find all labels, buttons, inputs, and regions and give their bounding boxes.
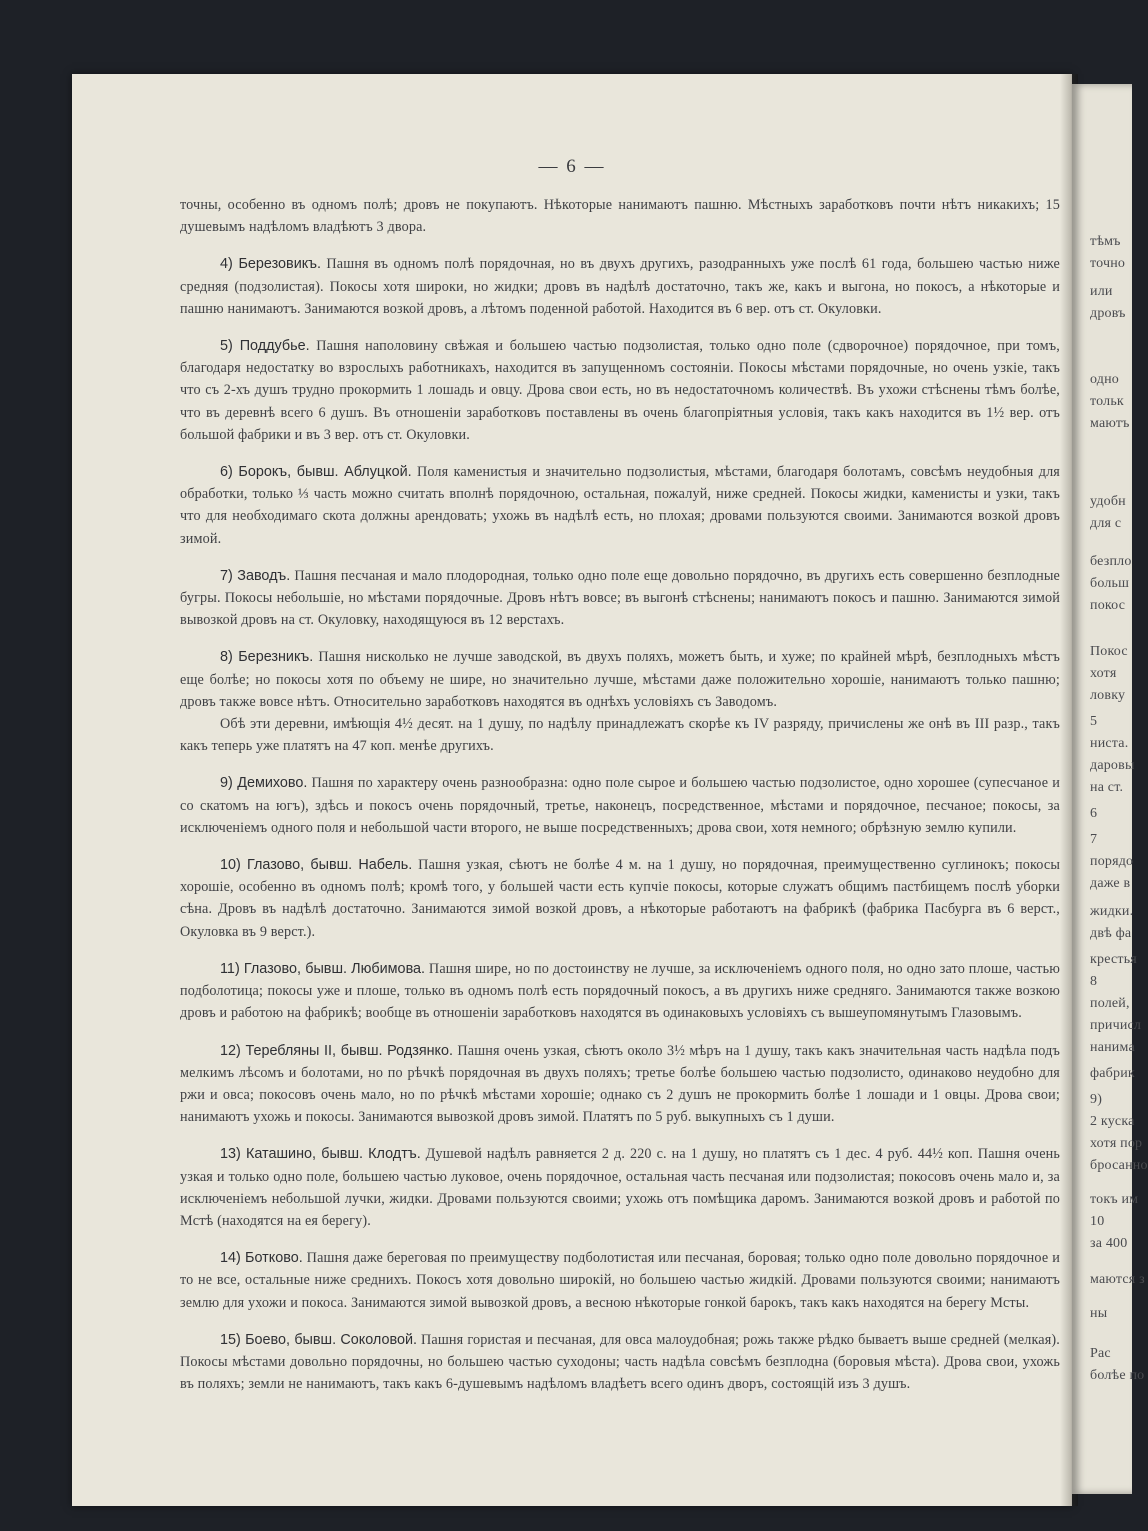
adjacent-page-text-fragment: даже в xyxy=(1090,876,1131,891)
adjacent-page-text-fragment: точно xyxy=(1090,256,1126,271)
entry-heading: 9) Демихово. xyxy=(220,775,308,792)
entry-heading: 4) Березовикъ. xyxy=(220,256,322,273)
entry-text: Душевой надѣлъ равняется 2 д. 220 с. на 1 душу, но платятъ съ 1 дес. 4 руб. 44½ коп. Пашня очень узкая и только одно поле, большею частью луковое, очень порядочное, остальная часть песчаная или подзолистая; покосовъ очень мало и, за исключеніемъ небольшой лучки, жидки. Дровами пользуются своими; ухожь отъ помѣщика даромъ. Занимаются возкой дровъ и работой по Мстѣ (находятся на ея берегу). xyxy=(180,1146,1060,1229)
entry-text: Пашня нисколько не лучше заводской, въ двухъ поляхъ, можетъ быть, и хуже; по крайней мѣрѣ, безплодныхъ мѣстъ еще болѣе; но покосы хотя по объему не шире, но значительно лучше, мѣстами даже положительно хорошіе, нанимаютъ только пашню; дровъ также вовсе нѣтъ. Относительно заработковъ находятся въ однѣхъ условіяхъ съ Заводомъ. xyxy=(180,649,1060,710)
entry-note: Обѣ эти деревни, имѣющія 4½ десят. на 1 душу, по надѣлу принадлежатъ скорѣе къ IV разряду, причислены же онѣ въ III разр., такъ какъ теперь уже платятъ на 47 коп. менѣе другихъ. xyxy=(180,716,1060,755)
adjacent-page-text-fragment: жидки. xyxy=(1090,904,1134,919)
adjacent-page-text-fragment: токъ им xyxy=(1090,1192,1139,1207)
entry-heading: 7) Заводъ. xyxy=(220,567,291,584)
entry-text: Поля каменистыя и значительно подзолистыя, мѣстами, благодаря болотамъ, совсѣмъ неудобныя для обработки, только ⅓ часть можно считать вполнѣ порядочною, остальная, пожалуй, ниже средней. Покосы жидки, каменисты и узки, такъ что для необходимаго скота должны арендовать; ухожь въ надѣлѣ есть, но плохая; дровами пользуются своими. Занимаются возкой дровъ зимой. xyxy=(180,464,1060,547)
adjacent-page-text-fragment: ны xyxy=(1090,1306,1108,1321)
entry-heading: 11) Глазово, бывш. Любимова. xyxy=(220,960,426,977)
entry-10-glazovo-nabel xyxy=(180,854,1060,943)
entry-heading: 12) Теребляны II, бывш. Родзянко. xyxy=(220,1042,454,1059)
adjacent-page-text-fragment: маютъ xyxy=(1090,416,1130,431)
entry-text: Пашня узкая, сѣютъ не болѣе 4 м. на 1 душу, но порядочная, преимущественно суглинокъ; покосы хорошіе, особенно въ одномъ полѣ; кромѣ того, у большей части есть купчіе покосы, которые служатъ общимъ пастбищемъ послѣ уборки сѣна. Дровъ въ надѣлѣ достаточно. Занимаются зимой возкой дровъ, а нѣкоторые работаютъ на фабрикѣ (фабрика Пасбурга въ 6 верст., Окуловка въ 9 верст.). xyxy=(180,857,1061,940)
adjacent-page-text-fragment: 7 xyxy=(1090,832,1098,847)
entry-text: Пашня песчаная и мало плодородная, только одно поле еще довольно порядочно, въ другихъ есть совершенно безплодные бугры. Покосы небольшіе, но мѣстами порядочные. Дровъ нѣтъ вовсе; въ выгонѣ стѣснены; нанимаютъ покосъ и пашню. Занимаются зимой вывозкой дровъ на ст. Окуловку, находящуюся въ 12 верстахъ. xyxy=(180,567,1061,629)
adjacent-page-text-fragment: хотя xyxy=(1090,666,1117,681)
adjacent-page-text-fragment: больш xyxy=(1090,576,1130,591)
adjacent-page-text-fragment: болѣе по xyxy=(1090,1368,1145,1383)
adjacent-page-text-fragment: полей, xyxy=(1090,996,1130,1011)
entry-9-demikhovo xyxy=(180,772,1060,839)
entry-8-bereznik xyxy=(180,646,1060,757)
adjacent-page-text-fragment: 5 xyxy=(1090,714,1098,729)
entry-text: Пашня шире, но по достоинству не лучше, за исключеніемъ одного поля, но одно зато плоше, частью подболотица; покосы уже и плоше, только въ одномъ полѣ есть порядочный покосъ, а въ другихъ ниже средняго. Занимаются также возкою дровъ и работою на фабрикѣ; вообще въ отношеніи заработковъ находятся въ одинаковыхъ условіяхъ съ вышеупомянутымъ Глазовымъ. xyxy=(180,960,1060,1022)
adjacent-page-text-fragment: удобн xyxy=(1090,494,1126,509)
entry-heading: 6) Борокъ, бывш. Аблуцкой. xyxy=(220,464,412,481)
entry-text: Пашня даже береговая по преимуществу подболотистая или песчаная, боровая; только одно поле довольно порядочное и то не все, остальные ниже среднихъ. Покосъ хотя довольно широкій, но большею частью жидкій. Дровами пользуются своими; нанимаютъ землю для ухожи и покоса. Занимаются зимой вывозкой дровъ, а весною нѣкоторые гонкой барокъ, такъ какъ находятся на берегу Мсты. xyxy=(180,1250,1060,1311)
adjacent-page-text-fragment: маются з xyxy=(1090,1272,1145,1287)
adjacent-page-text-fragment: двѣ фа xyxy=(1090,926,1132,941)
entry-15-boevo xyxy=(180,1329,1060,1396)
adjacent-page-text-fragment: за 400 xyxy=(1090,1236,1128,1251)
adjacent-page-text-fragment: нанима xyxy=(1090,1040,1135,1055)
entry-6-borok xyxy=(180,461,1060,550)
entry-13-katashino xyxy=(180,1143,1060,1232)
page-number: — 6 — xyxy=(538,156,606,177)
entry-text: Пашня въ одномъ полѣ порядочная, но въ двухъ другихъ, разодранныхъ уже послѣ 61 года, большею частью ниже средняя (подзолистая). Покосы хотя широки, но жидки; дровъ въ надѣлѣ достаточно, такъ же, какъ и выгона, но покосъ, а нѣкоторые и пашню нанимаютъ. Занимаются возкой дровъ, а лѣтомъ поденной работой. Находится въ 6 вер. отъ ст. Окуловки. xyxy=(180,256,1060,317)
book-page xyxy=(72,74,1072,1506)
adjacent-page-text-fragment: ниста. xyxy=(1090,736,1129,751)
intro-paragraph: точны, особенно въ одномъ полѣ; дровъ не покупаютъ. Нѣкоторые нанимаютъ пашню. Мѣстныхъ заработковъ почти нѣтъ никакихъ; 15 душевымъ надѣломъ владѣютъ 3 двора. xyxy=(180,197,1060,236)
adjacent-page-text-fragment: на ст. xyxy=(1090,780,1124,795)
adjacent-page-text-fragment: причисл xyxy=(1090,1018,1142,1033)
adjacent-page-edge xyxy=(1072,84,1148,1494)
entry-4-berezovik xyxy=(180,253,1060,320)
entry-14-botkovo xyxy=(180,1247,1060,1314)
adjacent-page-text-fragment: или xyxy=(1090,284,1113,299)
adjacent-page-text-fragment: хотя пор xyxy=(1090,1136,1143,1151)
entry-heading: 13) Каташино, бывш. Клодтъ. xyxy=(220,1146,421,1163)
adjacent-page-text-fragment: 8 xyxy=(1090,974,1098,989)
adjacent-page-text-fragment: Рас xyxy=(1090,1346,1111,1361)
entry-heading: 15) Боево, бывш. Соколовой. xyxy=(220,1331,418,1348)
entry-heading: 8) Березникъ. xyxy=(220,649,314,666)
adjacent-page-text-fragment: одно xyxy=(1090,372,1120,387)
entry-text: Пашня наполовину свѣжая и большею частью подзолистая, только одно поле (сдворочное) порядочное, при томъ, благодаря недостатку во взрослыхъ работникахъ, находится въ запущенномъ состояніи. Покосы мѣстами порядочные, но очень узкіе, такъ что съ 2-хъ душъ трудно прокормить 1 лошадь и овцу. Дрова свои есть, но въ недостаточномъ количествѣ. Въ ухожи стѣснены тѣмъ болѣе, что въ деревнѣ всего 6 душъ. Въ отношеніи заработковъ поставлены въ очень благопріятныя условія, такъ какъ находится въ 1½ вер. отъ большой фабрики и въ 3 вер. отъ ст. Окуловки. xyxy=(180,338,1060,443)
adjacent-page-text-fragment: крестья xyxy=(1090,952,1137,967)
entry-heading: 10) Глазово, бывш. Набель. xyxy=(220,857,413,874)
adjacent-page-text-fragment: тѣмъ xyxy=(1090,234,1121,249)
entry-text: Пашня гористая и песчаная, для овса малоудобная; рожь также рѣдко бываетъ выше средней (мелкая). Покосы мѣстами довольно порядочны, но большею частью суходоны; часть надѣла совсѣмъ безплодна (боровыя мѣста). Дрова свои, ухожь въ поляхъ; земли не нанимаютъ, такъ какъ 6-душевымъ надѣломъ владѣетъ всего одинъ дворъ, состоящій изъ 3 душъ. xyxy=(180,1331,1060,1393)
adjacent-page-text-fragment: бросанно xyxy=(1090,1158,1148,1173)
entry-5-poddubye xyxy=(180,335,1060,446)
adjacent-page-text-fragment: безпло xyxy=(1090,554,1132,569)
adjacent-page-text-fragment: покос xyxy=(1090,598,1126,613)
entry-11-glazovo-lyubimova xyxy=(180,958,1060,1025)
page-body-text xyxy=(180,194,1060,1410)
adjacent-page-text-fragment: Покос xyxy=(1090,644,1128,659)
adjacent-page-text-fragment: 9) xyxy=(1090,1092,1103,1107)
entry-text: Пашня очень узкая, сѣютъ около 3½ мѣръ на 1 душу, такъ какъ значительная часть надѣла подъ мелкимъ лѣсомъ и болотами, но по рѣчкѣ порядочная въ двухъ поляхъ; третье болѣе большею частью подзолисто, одинаково неудобно для ржи и овса; покосовъ очень мало, но по рѣчкѣ мѣстами хорошіе; однако съ 2 душъ не прокормить болѣе 1 лошади и 1 овцы. Дрова свои; нанимаютъ ухожь и покосы. Занимаются вывозкой дровъ зимой. Платятъ по 5 руб. выкупныхъ съ 1 души. xyxy=(180,1042,1060,1126)
entry-heading: 5) Поддубье. xyxy=(220,338,310,355)
adjacent-page-text-fragment: порядо xyxy=(1090,854,1134,869)
adjacent-page-text-fragment: ловку xyxy=(1090,688,1126,703)
entry-heading: 14) Ботково. xyxy=(220,1250,303,1267)
adjacent-page-text-fragment: даровы xyxy=(1090,758,1135,773)
entry-text: Пашня по характеру очень разнообразна: одно поле сырое и большею частью подзолистое, одно хорошее (супесчаное и со скатомъ на югъ), здѣсь и покосъ очень порядочный, третье, наконецъ, посредственное, мѣстами и порядочное, песчаное; покосы, за исключеніемъ одного поля и небольшой части второго, не выше посредственныхъ; дрова свои, хотя немного; обрѣзную землю купили. xyxy=(180,775,1061,836)
adjacent-page-text-fragment: фабрик xyxy=(1090,1066,1135,1081)
adjacent-page-text-fragment: 2 куска xyxy=(1090,1114,1135,1129)
entry-12-terebliany xyxy=(180,1040,1060,1129)
adjacent-page-text-fragment: для с xyxy=(1090,516,1122,531)
adjacent-page-text-fragment: 10 xyxy=(1090,1214,1105,1229)
adjacent-page-text-fragment: тольк xyxy=(1090,394,1124,409)
adjacent-page-text-fragment: 6 xyxy=(1090,806,1098,821)
adjacent-page-text-fragment: дровъ xyxy=(1090,306,1126,321)
entry-7-zavod xyxy=(180,565,1060,632)
